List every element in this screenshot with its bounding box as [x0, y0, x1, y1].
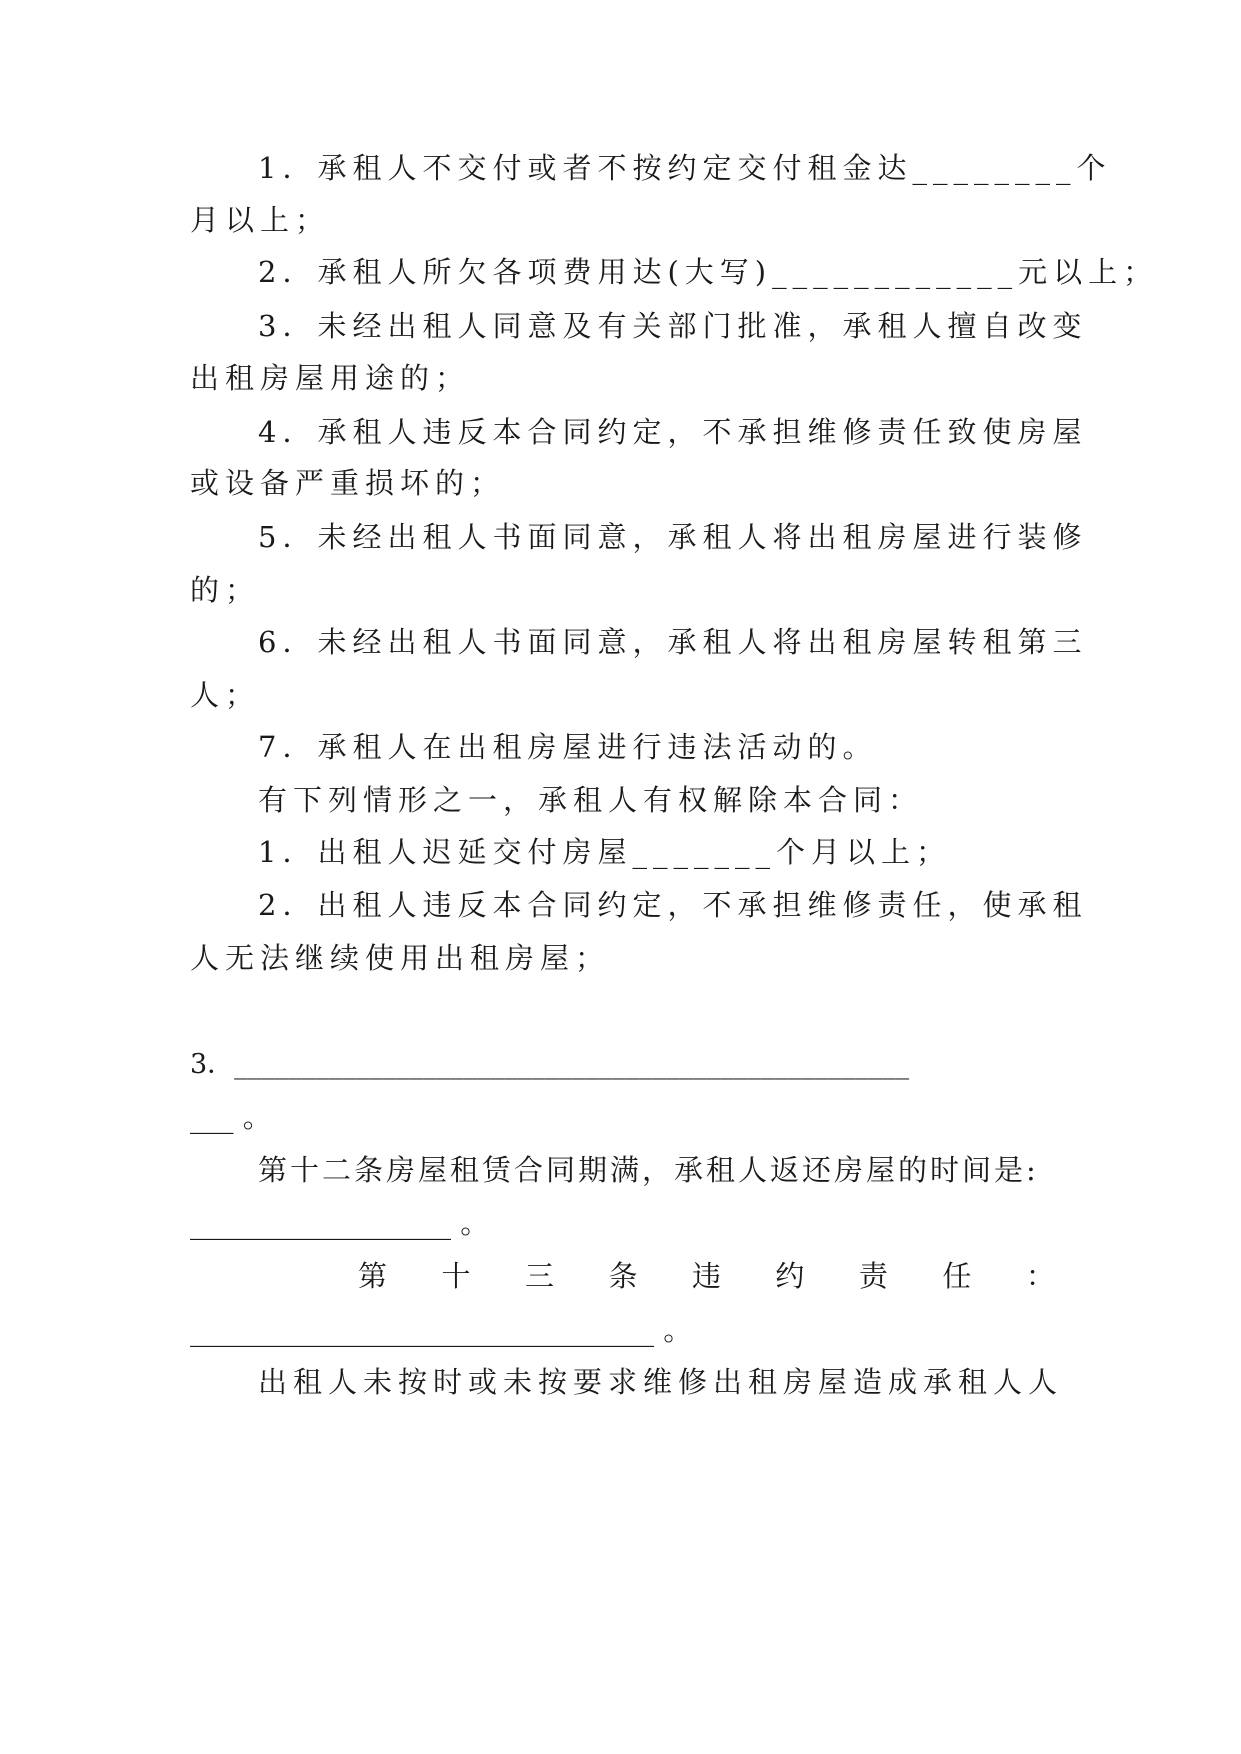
clause-line-14: 1．出租人迟延交付房屋_______个月以上； [258, 835, 951, 869]
clause-line-19: 第十二条房屋租赁合同期满，承租人返还房屋的时间是: [258, 1153, 1039, 1187]
clause-line-3: 2．承租人所欠各项费用达(大写)____________元以上； [258, 255, 1159, 289]
clause-line-15: 2．出租人违反本合同约定，不承担维修责任，使承租 [258, 888, 1088, 922]
spread-char: 三 [524, 1259, 554, 1293]
clause-line-10: 6．未经出租人书面同意，承租人将出租房屋转租第三 [258, 625, 1088, 659]
clause-line-2: 月以上； [190, 203, 331, 237]
clause-line-18: ___ 。 [190, 1100, 272, 1134]
clause-line-9: 的； [190, 573, 261, 607]
spread-char: 条 [608, 1259, 638, 1293]
clause-line-6: 4．承租人违反本合同约定，不承担维修责任致使房屋 [258, 415, 1088, 449]
clause-line-23: 出租人未按时或未按要求维修出租房屋造成承租人人 [258, 1365, 1064, 1399]
spread-char: 约 [775, 1259, 805, 1293]
clause-line-4: 3．未经出租人同意及有关部门批准，承租人擅自改变 [258, 309, 1088, 343]
spread-char: 任 [942, 1259, 972, 1293]
clause-line-1: 1．承租人不交付或者不按约定交付租金达________个 [258, 151, 1112, 185]
clause-line-17: 3．__________________________________________________ [190, 1049, 910, 1080]
clause-line-22: ________________________________ 。 [190, 1313, 693, 1347]
spread-char: 违 [691, 1259, 721, 1293]
spread-char: 责 [858, 1259, 888, 1293]
clause-line-16: 人无法继续使用出租房屋； [190, 941, 611, 975]
spread-char: 第 [358, 1259, 388, 1293]
spread-char: ： [1025, 1259, 1055, 1293]
clause-line-20: __________________ 。 [190, 1206, 490, 1240]
clause-line-11: 人； [190, 678, 261, 712]
spread-char: 十 [441, 1259, 471, 1293]
clause-line-21 [358, 1256, 1055, 1296]
clause-line-5: 出租房屋用途的； [190, 361, 471, 395]
clause-line-13: 有下列情形之一，承租人有权解除本合同： [258, 783, 924, 817]
clause-line-12: 7．承租人在出租房屋进行违法活动的。 [258, 730, 878, 764]
clause-line-8: 5．未经出租人书面同意，承租人将出租房屋进行装修 [258, 520, 1088, 554]
clause-line-7: 或设备严重损坏的； [190, 466, 506, 500]
